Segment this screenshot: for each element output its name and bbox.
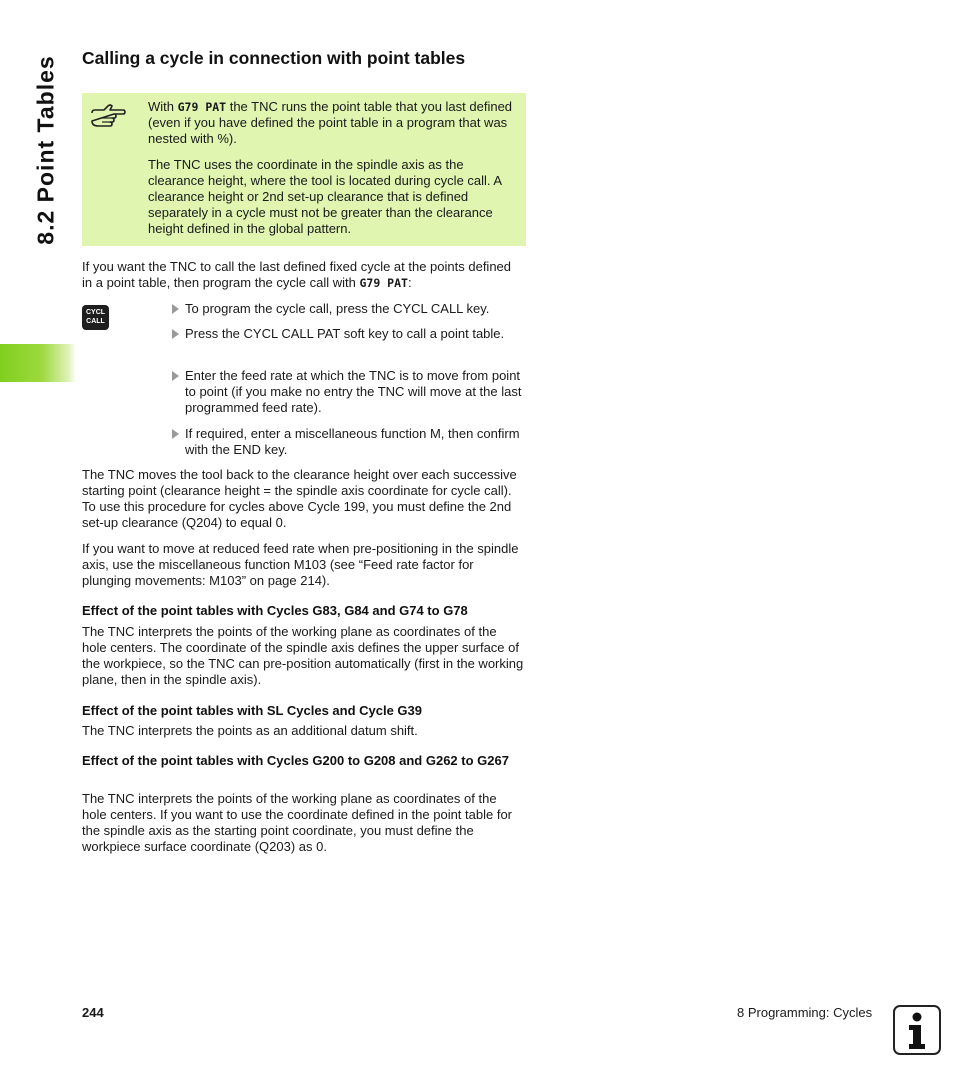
step-item	[172, 301, 527, 317]
note-paragraph-1	[148, 99, 518, 147]
info-icon	[893, 1005, 941, 1055]
note-paragraph-2: The TNC uses the coordinate in the spindle axis as the clearance height, where the tool is located during cycle call. A clearance height or 2nd set-up clearance that is defined separately in a cycle must not be greater than the clearance height defined in the global pattern.	[148, 157, 502, 236]
section-heading: Effect of the point tables with SL Cycles and Cycle G39	[82, 703, 423, 718]
chapter-tab-marker	[0, 344, 76, 382]
side-section-title	[28, 50, 64, 250]
step-item	[172, 368, 527, 416]
step-text: Enter the feed rate at which the TNC is to move from point to point (if you make no entry the TNC will move at the last programmed feed rate).	[185, 368, 522, 415]
section-heading: Effect of the point tables with Cycles G200 to G208 and G262 to G267	[82, 753, 509, 768]
triangle-bullet-icon	[172, 371, 179, 381]
note-p1-code: G79 PAT	[177, 100, 227, 114]
step-text: To program the cycle call, press the CYCL CALL key.	[185, 301, 490, 316]
feed-rate-paragraph: If you want to move at reduced feed rate when pre-positioning in the spindle axis, use the miscellaneous function M103 (see “Feed rate factor for plunging movements: M103” on page 214).	[82, 541, 519, 588]
key-label-line1: CYCL	[85, 309, 106, 316]
step-item	[172, 326, 527, 342]
note-box	[82, 93, 526, 246]
info-glyph-icon	[895, 1007, 939, 1053]
key-label-line2: CALL	[86, 318, 105, 325]
intro-pre: If you want the TNC to call the last defined fixed cycle at the points defined in a point table, then program the cycle call with	[82, 259, 512, 290]
pointing-hand-icon	[90, 101, 126, 129]
triangle-bullet-icon	[172, 304, 179, 314]
intro-code: G79 PAT	[359, 276, 408, 290]
step-text: Press the CYCL CALL PAT soft key to call a point table.	[185, 326, 505, 341]
step-item	[172, 426, 527, 458]
chapter-title: 8 Programming: Cycles	[737, 1005, 873, 1020]
section-heading: Effect of the point tables with Cycles G83, G84 and G74 to G78	[82, 603, 468, 618]
cycl-call-key-icon	[82, 305, 109, 330]
page-heading: Calling a cycle in connection with point tables	[82, 48, 466, 68]
section-paragraph: The TNC interprets the points as an additional datum shift.	[82, 723, 418, 738]
note-text	[148, 99, 518, 247]
side-title-text: 8.2 Point Tables	[32, 55, 59, 245]
triangle-bullet-icon	[172, 329, 179, 339]
section-paragraph: The TNC interprets the points of the working plane as coordinates of the hole centers. If you want to use the coordinate defined in the point table for the spindle axis as the starting point coordinate, you must define the workpiece surface coordinate (Q203) as 0.	[82, 791, 513, 854]
page-number: 244	[82, 1005, 104, 1020]
step-text: If required, enter a miscellaneous function M, then confirm with the END key.	[185, 426, 520, 457]
note-p1-pre: With	[148, 99, 178, 114]
intro-post: :	[407, 275, 412, 290]
section-paragraph: The TNC interprets the points of the working plane as coordinates of the hole centers. The coordinate of the spindle axis defines the upper surface of the workpiece, so the TNC can pre-position automatically (first in the working plane, then in the spindle axis).	[82, 624, 524, 687]
intro-paragraph	[82, 259, 524, 291]
triangle-bullet-icon	[172, 429, 179, 439]
clearance-paragraph: The TNC moves the tool back to the clearance height over each successive starting point (clearance height = the spindle axis coordinate for cycle call). To use this procedure for cycles above Cycle 199, you must define the 2nd set-up clearance (Q204) to equal 0.	[82, 467, 517, 530]
note-p1-post: the TNC runs the point table that you last defined (even if you have defined the point table in a program that was nested with %).	[148, 99, 513, 146]
